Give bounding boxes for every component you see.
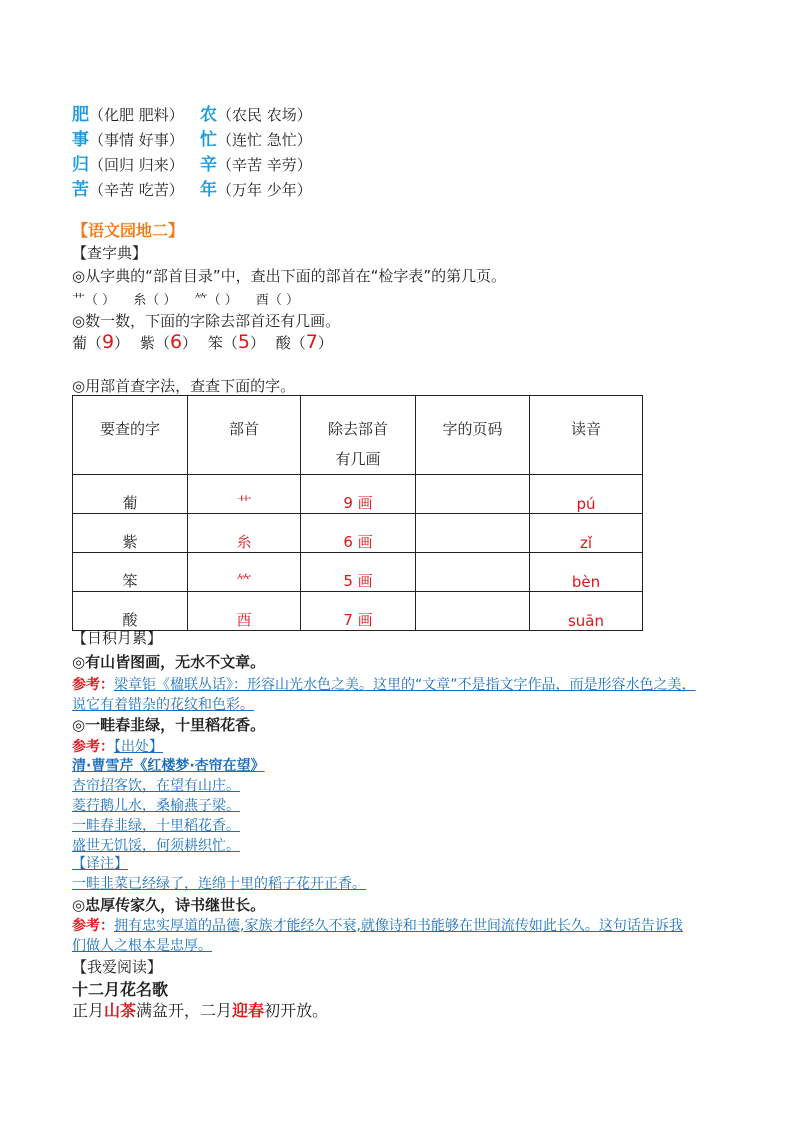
cell-page — [416, 592, 530, 631]
stroke-answer: 6 — [169, 331, 183, 353]
cell-char: 笨 — [73, 553, 188, 592]
stroke-item: 紫（6） — [139, 331, 198, 353]
vocab-char: 忙 — [200, 130, 217, 150]
vocab-char: 苦 — [72, 180, 89, 200]
saying-2: ◎一畦春韭绿，十里稻花香。 — [72, 716, 266, 734]
vocab-char: 归 — [72, 155, 89, 175]
saying-1-ref-cont: 说它有着错杂的花纹和色彩。 — [72, 697, 254, 713]
flower-name: 迎春 — [232, 1001, 265, 1020]
cell-radical: 艹 — [188, 475, 301, 514]
note-heading: 【译注】 — [72, 856, 128, 872]
saying-1-ref — [72, 674, 696, 694]
table-header-cell: 字的页码 — [416, 396, 530, 475]
stroke-answer: 5 — [237, 331, 250, 353]
table-row — [73, 553, 643, 592]
table-row — [73, 514, 643, 553]
vocab-char: 农 — [200, 105, 217, 125]
vocab-char: 肥 — [72, 105, 89, 125]
table-header-cell: 部首 — [188, 396, 301, 475]
table-row — [73, 592, 643, 631]
flower-name: 山茶 — [104, 1001, 137, 1020]
cell-pinyin: pú — [530, 475, 643, 514]
cell-pinyin: suān — [530, 592, 643, 631]
word-row — [200, 175, 312, 200]
poem-line: 杏帘招客饮，在望有山庄。 — [72, 778, 240, 794]
word-row — [200, 100, 312, 125]
word-row — [72, 150, 184, 175]
vocab-words: （化肥 肥料） — [89, 106, 184, 124]
dict-heading: 【查字典】 — [72, 244, 148, 262]
vocab-char: 年 — [200, 180, 217, 200]
poem-line: 菱荇鹅儿水，桑榆燕子梁。 — [72, 798, 240, 814]
cell-strokes: 5 画 — [301, 553, 416, 592]
saying-3-ref-cont: 们做人之根本是忠厚。 — [72, 938, 212, 954]
poem-line: 盛世无饥馁，何须耕织忙。 — [72, 838, 240, 854]
cell-strokes: 6 画 — [301, 514, 416, 553]
vocab-words: （万年 少年） — [217, 181, 312, 199]
ref-text: 拥有忠实厚道的品德,家族才能经久不衰,就像诗和书能够在世间流传如此长久。这句话告诉我 — [114, 918, 683, 934]
vocab-words: （辛苦 吃苦） — [89, 181, 184, 199]
stroke-item: 葡（9） — [72, 331, 130, 353]
word-row — [200, 125, 312, 150]
ref-label: 参考： — [72, 739, 114, 755]
cell-page — [416, 514, 530, 553]
accumulate-heading: 【日积月累】 — [72, 629, 163, 647]
word-row — [72, 125, 184, 150]
saying-1: ◎有山皆图画，无水不文章。 — [72, 653, 266, 671]
cell-char: 紫 — [73, 514, 188, 553]
cell-radical: 𥫗 — [188, 553, 301, 592]
vocab-words: （事情 好事） — [89, 131, 184, 149]
table-row — [73, 475, 643, 514]
table-header-row — [73, 396, 643, 475]
cell-pinyin: zǐ — [530, 514, 643, 553]
cell-strokes: 9 画 — [301, 475, 416, 514]
radical-blank: 艹（ ） — [72, 293, 116, 308]
word-row — [200, 150, 312, 175]
ref-text: 梁章钜《楹联丛话》：形容山光水色之美。这里的“文章”不是指文字作品，而是形容水色之美， — [114, 677, 696, 693]
vocab-words: （连忙 急忙） — [217, 131, 312, 149]
stroke-answer: 7 — [305, 331, 318, 353]
stroke-item: 笨（5） — [207, 331, 265, 353]
ref-label: 参考： — [72, 677, 114, 693]
saying-3-ref — [72, 915, 683, 935]
cell-strokes: 7 画 — [301, 592, 416, 631]
stroke-answer: 9 — [102, 331, 115, 353]
vocab-words: （回归 归来） — [89, 156, 184, 174]
cell-pinyin: bèn — [530, 553, 643, 592]
word-row — [72, 100, 184, 125]
radical-blank: 糸（ ） — [133, 293, 177, 308]
dict-question-2: ◎数一数，下面的字除去部首还有几画。 — [72, 312, 341, 330]
radicals-line — [72, 289, 299, 308]
radical-blank: 酉（ ） — [255, 293, 299, 308]
reading-heading: 【我爱阅读】 — [72, 958, 163, 976]
stroke-item: 酸（7） — [275, 331, 333, 353]
table-header-cell: 除去部首 有几画 — [301, 396, 416, 475]
lookup-table — [72, 395, 643, 631]
table-header-cell: 要查的字 — [73, 396, 188, 475]
vocab-words: （辛苦 辛劳） — [217, 156, 312, 174]
source-title: 清·曹雪芹《红楼梦·杏帘在望》 — [72, 758, 265, 774]
strokes-line — [72, 331, 333, 353]
ref-label: 参考： — [72, 918, 114, 934]
vocab-char: 事 — [72, 130, 89, 150]
poem-title: 十二月花名歌 — [72, 980, 169, 999]
saying-2-ref — [72, 736, 163, 756]
section-title: 【语文园地二】 — [72, 221, 185, 240]
cell-radical: 酉 — [188, 592, 301, 631]
vocab-words: （农民 农场） — [217, 106, 312, 124]
poem-line: 一畦春韭绿，十里稻花香。 — [72, 818, 240, 834]
cell-radical: 糸 — [188, 514, 301, 553]
poem-first-line: 正月山茶满盆开，二月迎春初开放。 — [72, 1001, 329, 1020]
dict-question-3: ◎用部首查字法，查查下面的字。 — [72, 377, 296, 395]
radical-blank: 𥫗（ ） — [194, 293, 238, 308]
vocab-char: 辛 — [200, 155, 217, 175]
saying-3: ◎忠厚传家久，诗书继世长。 — [72, 896, 266, 914]
cell-char: 葡 — [73, 475, 188, 514]
source-label: 【出处】 — [114, 739, 163, 755]
table-header-cell: 读音 — [530, 396, 643, 475]
note-text: 一畦韭菜已经绿了，连绵十里的稻子花开正香。 — [72, 876, 366, 892]
word-row — [72, 175, 184, 200]
cell-page — [416, 553, 530, 592]
dict-question-1: ◎从字典的“部首目录”中，查出下面的部首在“检字表”的第几页。 — [72, 267, 507, 285]
cell-page — [416, 475, 530, 514]
cell-char: 酸 — [73, 592, 188, 631]
